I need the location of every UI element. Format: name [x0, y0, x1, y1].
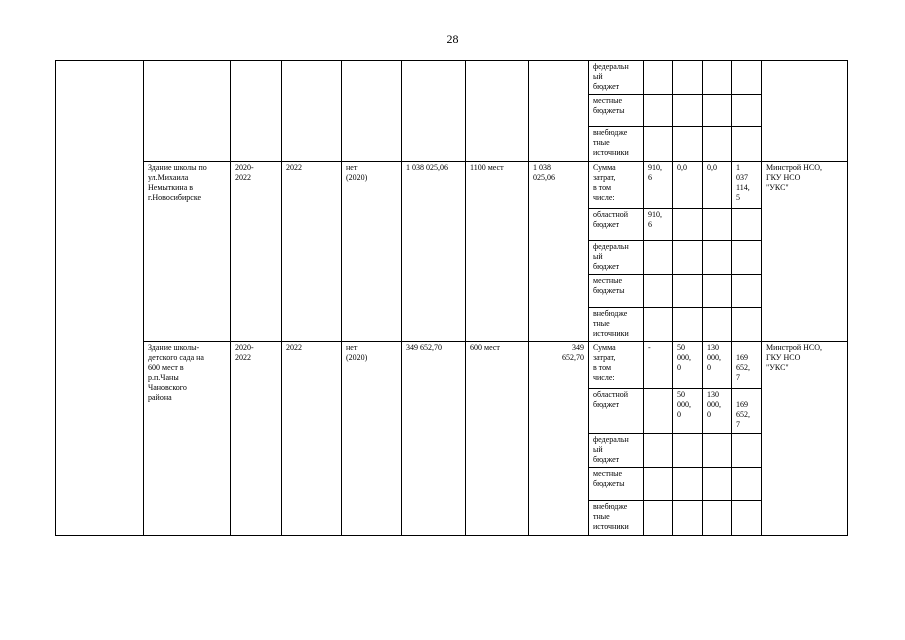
funding-source: местные бюджеты	[589, 275, 644, 308]
program-table	[55, 60, 848, 536]
object-doc: нет (2020)	[342, 162, 402, 342]
table-row	[56, 61, 848, 95]
table-row: областной бюджет 50 000, 0 130 000, 0 169 652, 7	[56, 389, 848, 434]
funding-source: федеральн ый бюджет	[589, 241, 644, 275]
funding-source: местные бюджеты	[589, 468, 644, 501]
funding-source: Сумма затрат, в том числе:	[589, 162, 644, 209]
funding-source: внебюдже тные источники	[589, 501, 644, 536]
funding-source: областной бюджет	[589, 209, 644, 241]
object-period: 2020- 2022	[231, 162, 282, 342]
table-row: Здание школы- детского сада на 600 мест в р.п.Чаны Чановского района 2020- 2022 2022 нет (2020) 349 652,70 600 мест 349 652,70 Сумма затрат, в том числе: - 50 000, 0 130 000, 0 169 652, 7 Минстрой НСО, ГКУ НСО "УКС"	[56, 342, 848, 389]
table-row: областной бюджет 910, 6	[56, 209, 848, 241]
object-cost-2: 1 038 025,06	[529, 162, 589, 342]
funding-source: Сумма затрат, в том числе:	[589, 342, 644, 389]
object-year: 2022	[282, 342, 342, 536]
funding-source: федеральн ый бюджет	[589, 61, 644, 95]
object-capacity: 1100 мест	[466, 162, 529, 342]
object-year: 2022	[282, 162, 342, 342]
object-cost: 349 652,70	[402, 342, 466, 536]
object-name: Здание школы по ул.Михаила Немыткина в г.Новосибирске	[144, 162, 231, 342]
object-period: 2020- 2022	[231, 342, 282, 536]
funding-source: местные бюджеты	[589, 95, 644, 127]
object-doc: нет (2020)	[342, 342, 402, 536]
executor-cell	[762, 61, 848, 162]
table-row: Здание школы по ул.Михаила Немыткина в г.Новосибирске 2020- 2022 2022 нет (2020) 1 038 025,06 1100 мест 1 038 025,06 Сумма затрат, в том числе: 910, 6 0,0 0,0 1 037 114, 5 Минстрой НСО, ГКУ НСО "УКС"	[56, 162, 848, 209]
object-executor: Минстрой НСО, ГКУ НСО "УКС"	[762, 342, 848, 536]
object-executor: Минстрой НСО, ГКУ НСО "УКС"	[762, 162, 848, 342]
object-capacity: 600 мест	[466, 342, 529, 536]
object-cost-2: 349 652,70	[529, 342, 589, 536]
number-cell	[56, 61, 144, 536]
page-number: 28	[446, 32, 459, 46]
object-cost: 1 038 025,06	[402, 162, 466, 342]
object-name: Здание школы- детского сада на 600 мест в р.п.Чаны Чановского района	[144, 342, 231, 536]
object-cell	[144, 61, 231, 162]
funding-source: внебюдже тные источники	[589, 308, 644, 342]
funding-source: федеральн ый бюджет	[589, 434, 644, 468]
funding-source: внебюдже тные источники	[589, 127, 644, 162]
funding-source: областной бюджет	[589, 389, 644, 434]
